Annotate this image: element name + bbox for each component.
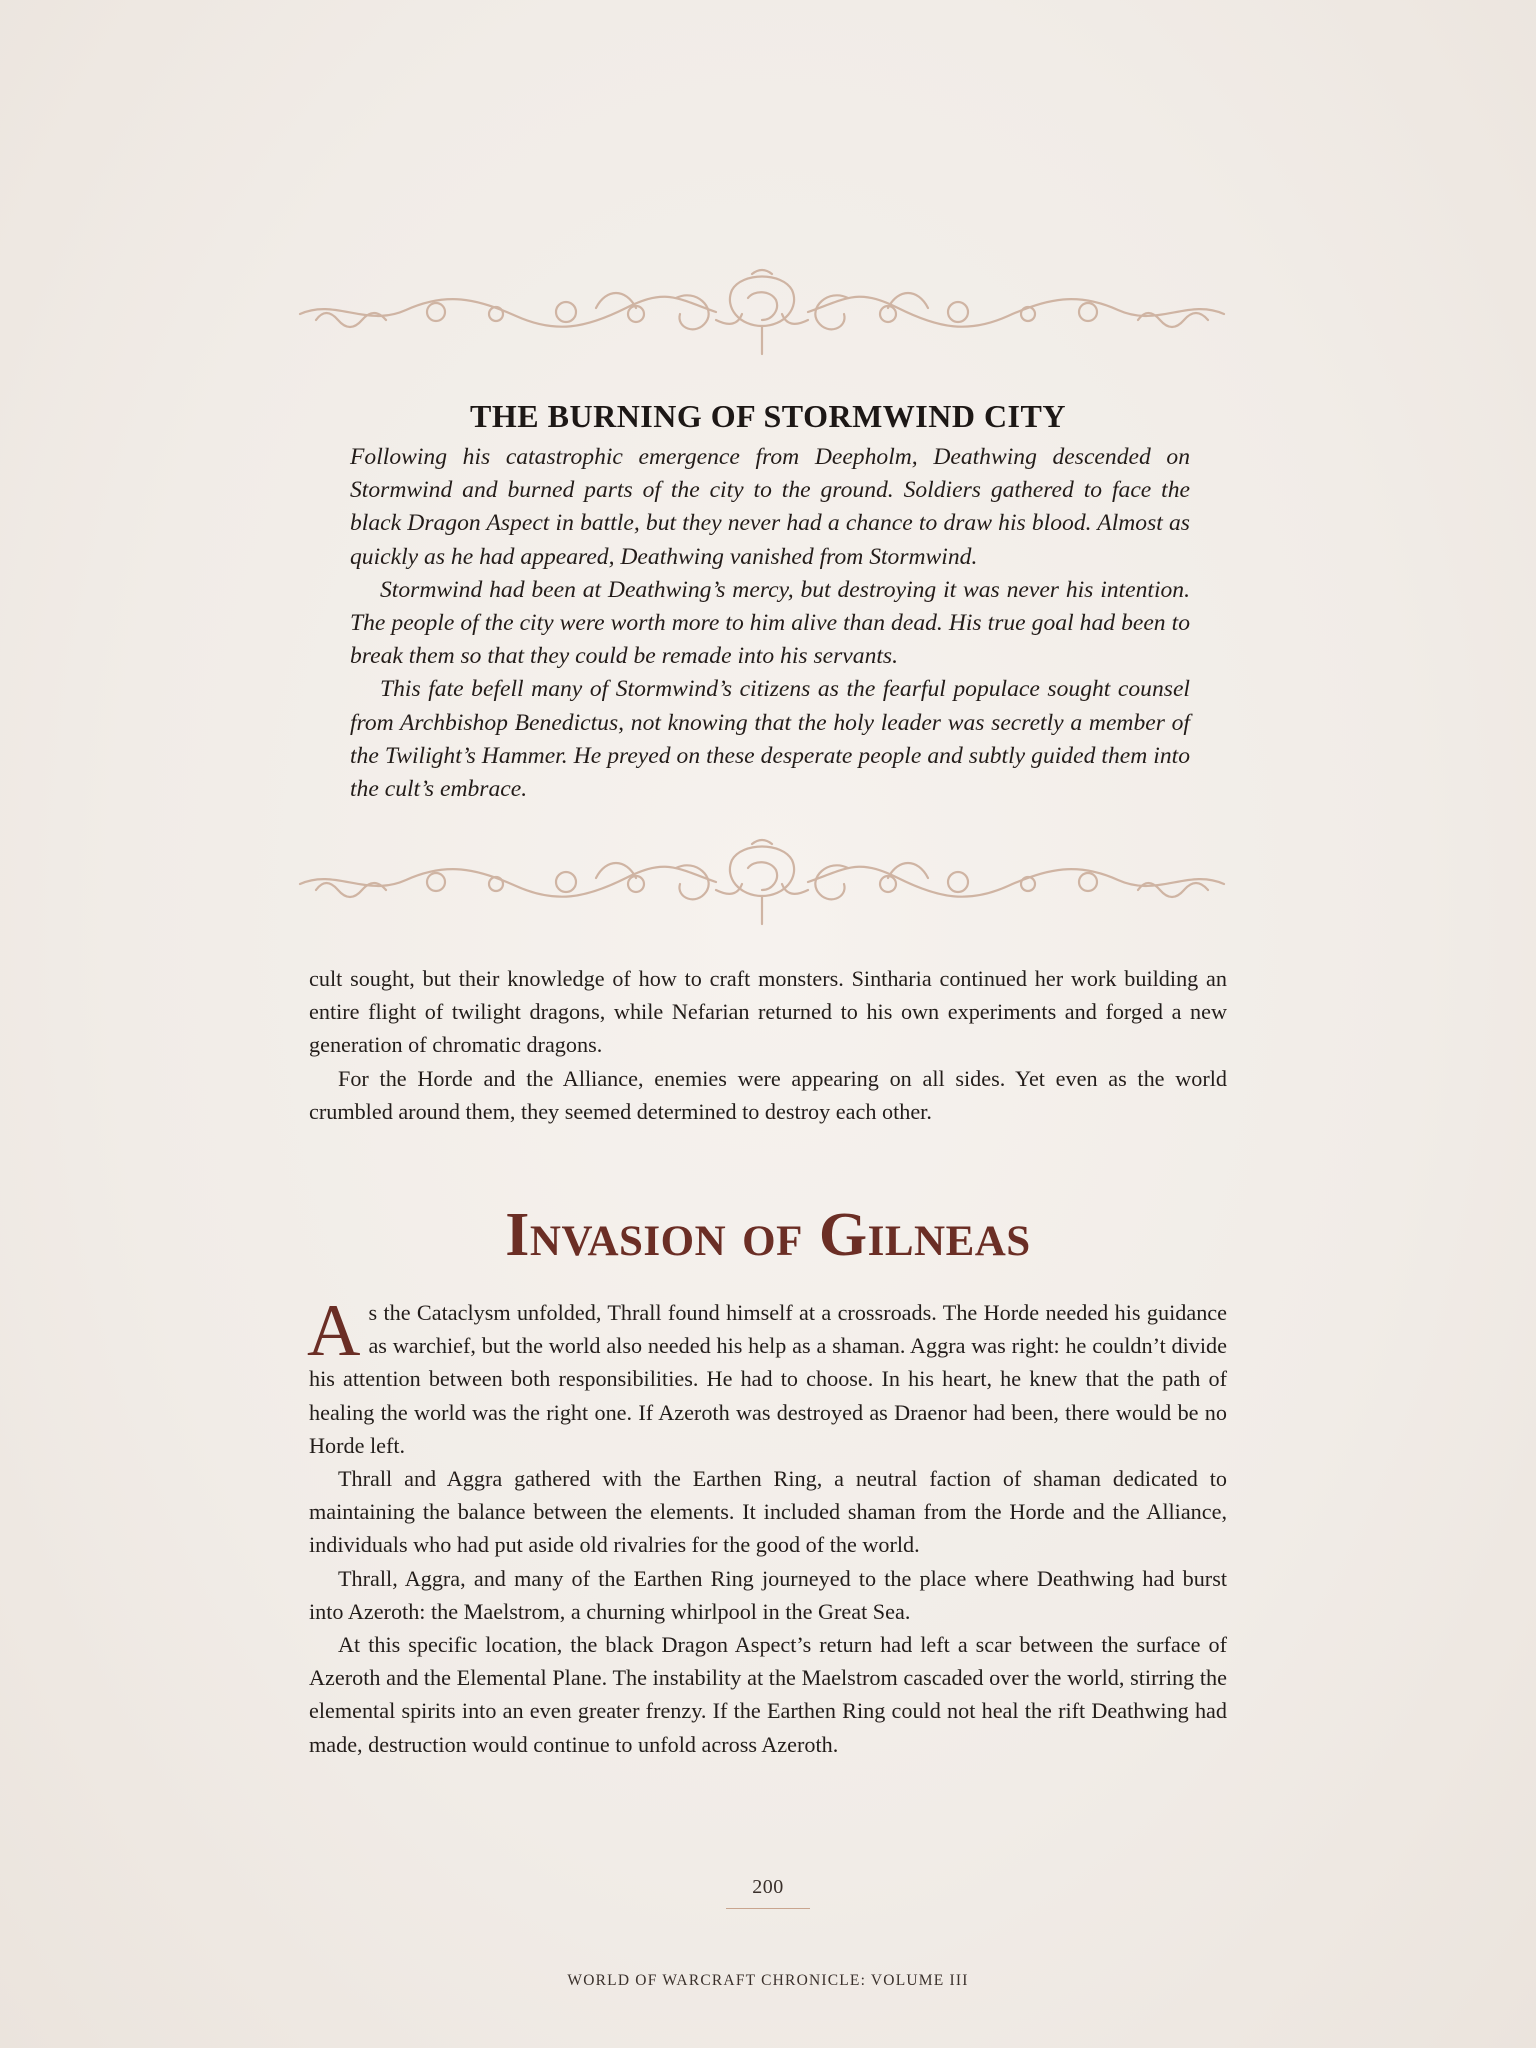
scroll-ornament-bottom-icon: [296, 838, 1228, 928]
body-paragraph: Thrall, Aggra, and many of the Earthen Ring journeyed to the place where Deathwing had burst into Azeroth: the Maelstrom, a churning whirlpool in the Great Sea.: [309, 1565, 1227, 1624]
page-number-rule: [726, 1908, 810, 1909]
drop-cap: A: [307, 1290, 361, 1372]
body-paragraph-first: [307, 1290, 1227, 1462]
chapter-body-text: [307, 1290, 1227, 1761]
first-paragraph-text: s the Cataclysm unfolded, Thrall found himself at a crossroads. The Horde needed his guidance as warchief, but the world also needed his help as a shaman. Aggra was right: he couldn’t divide his attention between both responsibilities. He had to choose. In his heart, he knew that the path of healing the world was the right one. If Azeroth was destroyed as Draenor had been, there would be no Horde left.: [309, 1300, 1227, 1458]
running-footer: WORLD OF WARCRAFT CHRONICLE: VOLUME III: [567, 1972, 969, 1989]
sidebar-title: THE BURNING OF STORMWIND CITY: [470, 398, 1066, 434]
chapter-title: Invasion of Gilneas: [505, 1201, 1031, 1269]
continued-body-text: [309, 962, 1227, 1128]
scroll-ornament-top-icon: [296, 268, 1228, 358]
sidebar-box: [350, 441, 1190, 806]
body-paragraph: cult sought, but their knowledge of how to craft monsters. Sintharia continued her work building an entire flight of twilight dragons, while Nefarian returned to his own experiments and forged a new generation of chromatic dragons.: [309, 966, 1227, 1058]
page-number: 200: [752, 1876, 784, 1898]
sidebar-paragraph: This fate befell many of Stormwind’s citizens as the fearful populace sought counsel from Archbishop Benedictus, not knowing that the holy leader was secretly a member of the Twilight’s Hammer. He preyed on these desperate people and subtly guided them into the cult’s embrace.: [350, 676, 1190, 803]
sidebar-paragraph: Following his catastrophic emergence from Deepholm, Deathwing descended on Stormwind and burned parts of the city to the ground. Soldiers gathered to face the black Dragon Aspect in battle, but they never had a chance to draw his blood. Almost as quickly as he had appeared, Deathwing vanished from Stormwind.: [350, 444, 1190, 570]
sidebar-paragraph: Stormwind had been at Deathwing’s mercy, but destroying it was never his intention. The people of the city were worth more to him alive than dead. His true goal had been to break them so that they could be remade into his servants.: [350, 576, 1190, 670]
body-paragraph: For the Horde and the Alliance, enemies were appearing on all sides. Yet even as the world crumbled around them, they seemed determined to destroy each other.: [309, 1065, 1227, 1124]
body-paragraph: Thrall and Aggra gathered with the Earthen Ring, a neutral faction of shaman dedicated to maintaining the balance between the elements. It included shaman from the Horde and the Alliance, individuals who had put aside old rivalries for the good of the world.: [309, 1466, 1227, 1558]
body-paragraph: At this specific location, the black Dragon Aspect’s return had left a scar between the surface of Azeroth and the Elemental Plane. The instability at the Maelstrom cascaded over the world, stirring the elemental spirits into an even greater frenzy. If the Earthen Ring could not heal the rift Deathwing had made, destruction would continue to unfold across Azeroth.: [309, 1632, 1227, 1757]
